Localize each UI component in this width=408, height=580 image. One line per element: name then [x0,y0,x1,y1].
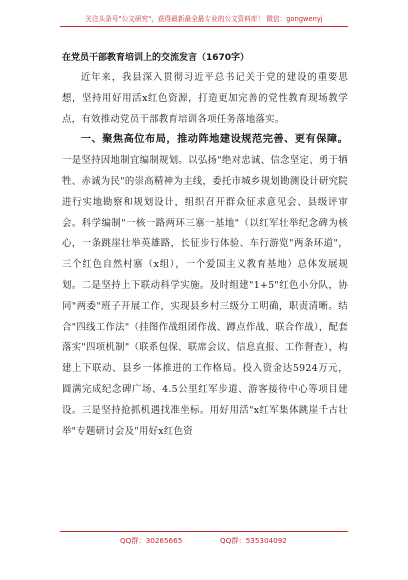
section-1-heading: 一、聚焦高位布局，推动阵地建设规范完善、更有保障。 [80,134,348,146]
document-body [62,50,348,442]
header-banner: 关注头条号"公文研究"，获得最新最全最专业的公文资料库！ 微信：gongwenyj [85,15,323,23]
intro-paragraph: 近年来，我县深入贯彻习近平总书记关于党的建设的重要思想，坚持用好用活x红色资源，打造更加完善的党性教育现场教学点，有效推动党员干部教育培训各项任务落地落实。 [62,72,348,125]
section-1-paragraph [62,130,348,442]
footer-rule [60,531,348,532]
document-title: 在党员干部教育培训上的交流发言（1670字） [62,53,250,63]
header-rule [60,26,348,27]
footer-qq-group-right: QQ群：535304092 [220,536,287,545]
section-1-body: 一是坚持因地制宜编制规划。以弘扬"绝对忠诚、信念坚定、勇于牺牲、赤诚为民"的崇高精神为主线，委托市城乡规划勘测设计研究院进行实地勘察和规划设计，组织召开群众征求意见会、县级评审会。科学编制"一核一路两环三寨一基地"（以红军壮举纪念碑为核心，一条跳崖壮举英雄路，长征步行体验、车行游览"两条环道"，三个红色自然村寨（x组），一个爱国主义教育基地）总体发展规划。二是坚持上下联动科学实施。及时组建"1+5"红色小分队，协同"两委"班子开展工作，实现县乡村三级分工明确，职责清晰。结合"四线工作法"（挂图作战组团作战、蹲点作战、联合作战），配套落实"四项机制"（联系包保、联席会议、信息直报、工作督查），构建上下联动、县乡一体推进的工作格局。投入资金达5924万元，圆满完成纪念碑广场、4.5公里红军步道、游客接待中心等项目建设。三是坚持抢抓机遇找准坐标。用好用活"x红军集体跳崖千古壮举"专题研讨会及"用好x红色资 [62,155,348,437]
footer-qq-group-left: QQ群：30265665 [120,536,183,545]
